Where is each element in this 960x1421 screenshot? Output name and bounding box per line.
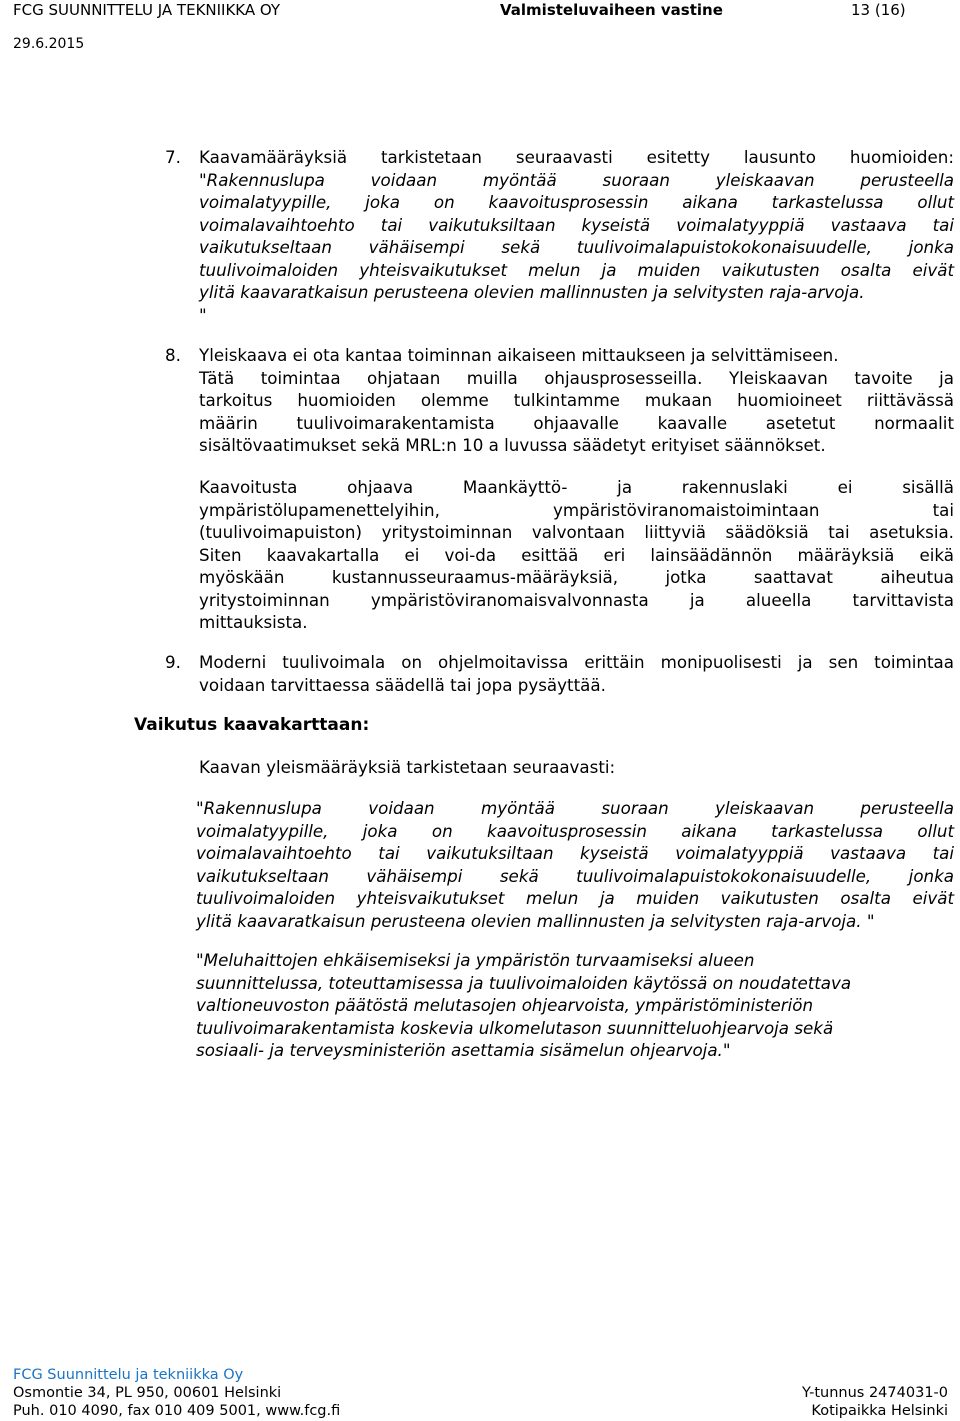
- item-8-paragraph-line: Siten kaavakartalla ei voi-da esittää eri lainsäädännön määräyksiä eikä: [199, 545, 954, 565]
- item-9-line: voidaan tarvittaessa säädellä tai jopa pysäyttää.: [199, 675, 606, 695]
- quote-2-line: tuulivoimarakentamista koskevia ulkomelutason suunnitteluohjearvoja sekä: [196, 1018, 834, 1038]
- item-8-paragraph-line: myöskään kustannusseuraamus-määräyksiä, jotka saattavat aiheutua: [199, 567, 954, 587]
- item-8-paragraph-line: mittauksista.: [199, 612, 308, 632]
- header-date: 29.6.2015: [13, 36, 85, 52]
- item-8-line: sisältövaatimukset sekä MRL:n 10 a luvussa säädetyt erityiset säännökset.: [199, 435, 826, 455]
- item-7-line: ylitä kaavaratkaisun perusteena olevien mallinnusten ja selvitysten raja-arvoja.: [199, 282, 865, 302]
- item-7-line: tuulivoimaloiden yhteisvaikutukset melun ja muiden vaikutusten osalta eivät: [199, 260, 954, 280]
- quote-2-line: suunnittelussa, toteuttamisessa ja tuulivoimaloiden käytössä on noudatettava: [196, 973, 852, 993]
- item-8-paragraph-line: ympäristölupamenettelyihin, ympäristöviranomaistoimintaan tai: [199, 500, 954, 520]
- item-7-line: "Rakennuslupa voidaan myöntää suoraan yleiskaavan perusteella: [199, 170, 954, 190]
- quote-2-line: "Meluhaittojen ehkäisemiseksi ja ympäristön turvaamiseksi alueen: [196, 950, 755, 970]
- item-8-paragraph-line: Kaavoitusta ohjaava Maankäyttö- ja rakennuslaki ei sisällä: [199, 477, 954, 497]
- page-number: 13 (16): [851, 1, 906, 19]
- footer-address: Osmontie 34, PL 950, 00601 Helsinki: [13, 1385, 282, 1401]
- item-7-line: voimalavaihtoehto tai vaikutuksiltaan kyseistä voimalatyyppiä vastaava tai: [199, 215, 954, 235]
- item-7-line: Kaavamääräyksiä tarkistetaan seuraavasti esitetty lausunto huomioiden:: [199, 147, 954, 167]
- item-7-number: 7.: [165, 147, 181, 167]
- item-9-number: 9.: [165, 652, 181, 672]
- item-8-line: tarkoitus huomioiden olemme tulkintamme mukaan huomioineet riittävässä: [199, 390, 954, 410]
- item-9-line: Moderni tuulivoimala on ohjelmoitavissa erittäin monipuolisesti ja sen toimintaa: [199, 652, 954, 672]
- footer-contact: Puh. 010 4090, fax 010 409 5001, www.fcg.fi: [13, 1403, 341, 1419]
- quote-2-line: valtioneuvoston päätöstä melutasojen ohjearvoista, ympäristöministeriön: [196, 995, 814, 1015]
- quote-1-line: voimalatyypille, joka on kaavoitusprosessin aikana tarkastelussa ollut: [196, 821, 954, 841]
- item-8-paragraph-line: (tuulivoimapuiston) yritystoiminnan valvontaan liittyviä säädöksiä tai asetuksia.: [199, 522, 954, 542]
- quote-2-line: sosiaali- ja terveysministeriön asettamia sisämelun ohjearvoja.": [196, 1040, 731, 1060]
- section-heading: Vaikutus kaavakarttaan:: [134, 715, 370, 735]
- item-8-line: Tätä toimintaa ohjataan muilla ohjausprosesseilla. Yleiskaavan tavoite ja: [199, 368, 954, 388]
- item-7-line: voimalatyypille, joka on kaavoitusprosessin aikana tarkastelussa ollut: [199, 192, 954, 212]
- quote-1-line: voimalavaihtoehto tai vaikutuksiltaan kyseistä voimalatyyppiä vastaava tai: [196, 843, 954, 863]
- item-8-line: määrin tuulivoimarakentamista ohjaavalle kaavalle asetetut normaalit: [199, 413, 954, 433]
- footer-company: FCG Suunnittelu ja tekniikka Oy: [13, 1367, 244, 1383]
- quote-1-line: vaikutukseltaan vähäisempi sekä tuulivoimalapuistokokonaisuudelle, jonka: [196, 866, 954, 886]
- quote-1-line: ylitä kaavaratkaisun perusteena olevien mallinnusten ja selvitysten raja-arvoja. ": [196, 911, 875, 931]
- item-8-paragraph-line: yritystoiminnan ympäristöviranomaisvalvonnasta ja alueella tarvittavista: [199, 590, 954, 610]
- item-8-number: 8.: [165, 345, 181, 365]
- section-intro: Kaavan yleismääräyksiä tarkistetaan seuraavasti:: [199, 757, 616, 777]
- footer-business-id: Y-tunnus 2474031-0: [801, 1385, 948, 1401]
- quote-1-line: "Rakennuslupa voidaan myöntää suoraan yleiskaavan perusteella: [196, 798, 954, 818]
- item-8-line: Yleiskaava ei ota kantaa toiminnan aikaiseen mittaukseen ja selvittämiseen.: [199, 345, 839, 365]
- quote-1-line: tuulivoimaloiden yhteisvaikutukset melun ja muiden vaikutusten osalta eivät: [196, 888, 954, 908]
- item-7-line: vaikutukseltaan vähäisempi sekä tuulivoimalapuistokokonaisuudelle, jonka: [199, 237, 954, 257]
- footer-domicile: Kotipaikka Helsinki: [811, 1403, 948, 1419]
- header-company: FCG SUUNNITTELU JA TEKNIIKKA OY: [13, 1, 281, 19]
- header-title: Valmisteluvaiheen vastine: [500, 1, 723, 19]
- item-7-line: ": [199, 305, 207, 325]
